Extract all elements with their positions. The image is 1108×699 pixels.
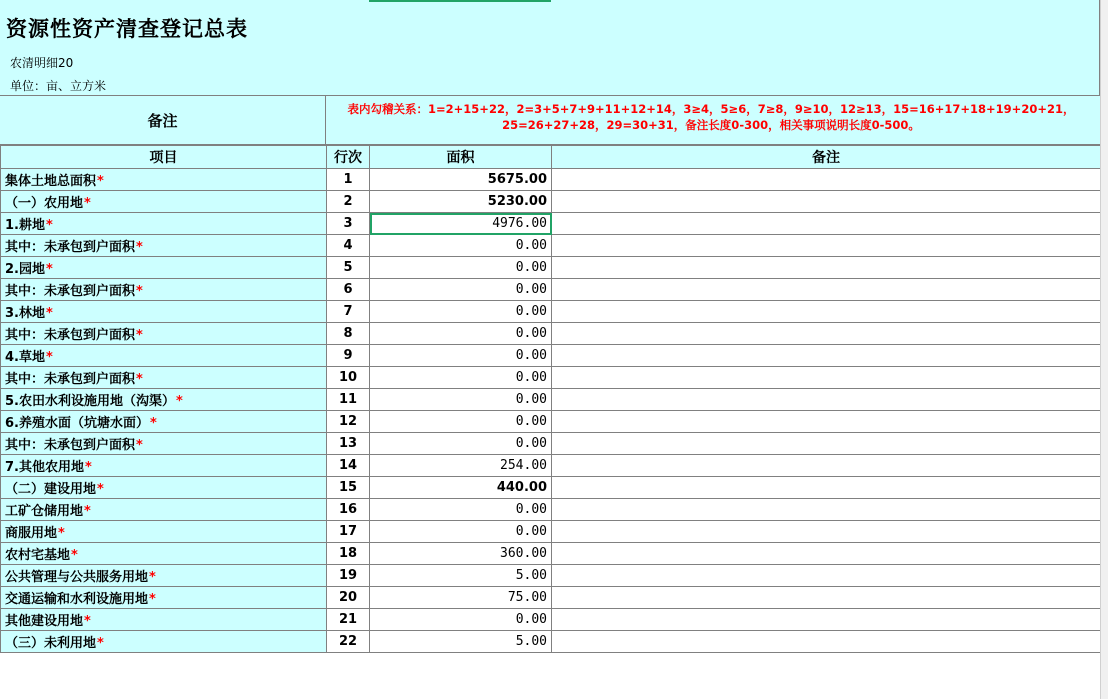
column-header-row	[1, 146, 1101, 169]
column-header-note[interactable]: 备注	[552, 146, 1101, 169]
table-row	[1, 565, 1101, 587]
item-cell[interactable]	[1, 477, 327, 499]
note-cell[interactable]	[552, 323, 1101, 345]
table-row	[1, 433, 1101, 455]
area-cell[interactable]: 360.00	[370, 543, 552, 565]
vertical-scrollbar[interactable]	[1100, 0, 1108, 699]
table-row	[1, 191, 1101, 213]
area-cell[interactable]: 5.00	[370, 631, 552, 653]
table-row	[1, 257, 1101, 279]
item-cell[interactable]	[1, 191, 327, 213]
line-number-cell[interactable]: 17	[327, 521, 370, 543]
note-cell[interactable]	[552, 565, 1101, 587]
item-cell[interactable]	[1, 323, 327, 345]
table-row	[1, 587, 1101, 609]
required-asterisk: *	[97, 636, 104, 651]
area-cell[interactable]: 0.00	[370, 367, 552, 389]
item-cell[interactable]	[1, 301, 327, 323]
table-row	[1, 213, 1101, 235]
required-asterisk: *	[58, 526, 65, 541]
area-cell[interactable]: 0.00	[370, 521, 552, 543]
required-asterisk: *	[71, 548, 78, 563]
line-number-cell[interactable]: 18	[327, 543, 370, 565]
line-number-cell[interactable]: 12	[327, 411, 370, 433]
item-label: 其中：未承包到户面积	[5, 328, 136, 343]
required-asterisk: *	[136, 438, 143, 453]
line-number-cell[interactable]: 2	[327, 191, 370, 213]
item-label: 7.其他农用地	[5, 460, 84, 475]
area-cell[interactable]: 0.00	[370, 389, 552, 411]
remark-row	[0, 96, 1100, 145]
area-cell[interactable]: 0.00	[370, 499, 552, 521]
required-asterisk: *	[84, 614, 91, 629]
table-row	[1, 609, 1101, 631]
line-number-cell[interactable]: 3	[327, 213, 370, 235]
line-number-cell[interactable]: 16	[327, 499, 370, 521]
area-cell[interactable]: 0.00	[370, 323, 552, 345]
asset-table	[0, 145, 1100, 653]
required-asterisk: *	[45, 218, 53, 233]
item-cell[interactable]	[1, 565, 327, 587]
item-label: 2.园地	[5, 262, 45, 277]
area-cell[interactable]: 0.00	[370, 257, 552, 279]
area-cell-selected[interactable]: 4976.00	[370, 213, 552, 235]
item-cell[interactable]	[1, 345, 327, 367]
column-selection-indicator	[369, 0, 551, 2]
note-cell[interactable]	[552, 455, 1101, 477]
table-row	[1, 345, 1101, 367]
line-number-cell[interactable]: 11	[327, 389, 370, 411]
note-cell[interactable]	[552, 213, 1101, 235]
required-asterisk: *	[84, 460, 92, 475]
item-cell[interactable]	[1, 235, 327, 257]
required-asterisk: *	[136, 372, 143, 387]
item-cell[interactable]	[1, 433, 327, 455]
item-label: 5.农田水利设施用地（沟渠）	[5, 394, 175, 409]
note-cell[interactable]	[552, 411, 1101, 433]
required-asterisk: *	[45, 262, 53, 277]
item-cell[interactable]	[1, 213, 327, 235]
table-row	[1, 235, 1101, 257]
area-cell[interactable]: 0.00	[370, 433, 552, 455]
required-asterisk: *	[97, 174, 104, 189]
table-row	[1, 169, 1101, 191]
required-asterisk: *	[149, 416, 157, 431]
required-asterisk: *	[175, 394, 183, 409]
line-number-cell[interactable]: 5	[327, 257, 370, 279]
table-row	[1, 499, 1101, 521]
area-cell[interactable]: 0.00	[370, 279, 552, 301]
table-row	[1, 367, 1101, 389]
note-cell[interactable]	[552, 257, 1101, 279]
sheet-subtitle: 农清明细20	[10, 56, 74, 70]
item-cell[interactable]	[1, 279, 327, 301]
area-cell[interactable]: 0.00	[370, 345, 552, 367]
area-cell[interactable]: 254.00	[370, 455, 552, 477]
item-cell[interactable]	[1, 609, 327, 631]
required-asterisk: *	[97, 482, 104, 497]
note-cell[interactable]	[552, 587, 1101, 609]
column-header-item[interactable]: 项目	[1, 146, 327, 169]
note-cell[interactable]	[552, 191, 1101, 213]
area-cell[interactable]: 0.00	[370, 301, 552, 323]
line-number-cell[interactable]: 6	[327, 279, 370, 301]
note-cell[interactable]	[552, 301, 1101, 323]
item-cell[interactable]	[1, 411, 327, 433]
item-cell[interactable]	[1, 169, 327, 191]
item-label: 交通运输和水利设施用地	[5, 592, 149, 607]
note-cell[interactable]	[552, 433, 1101, 455]
item-cell[interactable]	[1, 521, 327, 543]
note-cell[interactable]	[552, 345, 1101, 367]
note-cell[interactable]	[552, 543, 1101, 565]
line-number-cell[interactable]: 15	[327, 477, 370, 499]
note-cell[interactable]	[552, 609, 1101, 631]
item-label: 商服用地	[5, 526, 58, 541]
item-label: 工矿仓储用地	[5, 504, 84, 519]
item-cell[interactable]	[1, 367, 327, 389]
remark-label: 备注	[0, 96, 326, 144]
item-label: （二）建设用地	[5, 482, 97, 497]
note-cell[interactable]	[552, 169, 1101, 191]
item-label: 农村宅基地	[5, 548, 71, 563]
line-number-cell[interactable]: 10	[327, 367, 370, 389]
item-label: 其中：未承包到户面积	[5, 438, 136, 453]
area-cell[interactable]: 5230.00	[370, 191, 552, 213]
note-cell[interactable]	[552, 389, 1101, 411]
line-number-cell[interactable]: 4	[327, 235, 370, 257]
line-number-cell[interactable]: 13	[327, 433, 370, 455]
area-cell[interactable]: 75.00	[370, 587, 552, 609]
table-row	[1, 521, 1101, 543]
table-row	[1, 411, 1101, 433]
area-cell[interactable]: 0.00	[370, 411, 552, 433]
line-number-cell[interactable]: 8	[327, 323, 370, 345]
required-asterisk: *	[84, 196, 91, 211]
note-cell[interactable]	[552, 279, 1101, 301]
table-row	[1, 301, 1101, 323]
table-row	[1, 323, 1101, 345]
line-number-cell[interactable]: 7	[327, 301, 370, 323]
required-asterisk: *	[136, 240, 143, 255]
line-number-cell[interactable]: 9	[327, 345, 370, 367]
item-label: 其中：未承包到户面积	[5, 372, 136, 387]
item-cell[interactable]	[1, 499, 327, 521]
item-cell[interactable]	[1, 257, 327, 279]
validation-rules-text[interactable]: 表内勾稽关系：1=2+15+22，2=3+5+7+9+11+12+14，3≥4，5≥6，7≥8，9≥10，12≥13，15=16+17+18+19+20+21， 25=26+27+28，29=30+31，备注长度0-300，相关事项说明长度0-500。	[347, 102, 1075, 132]
table-row	[1, 631, 1101, 653]
required-asterisk: *	[45, 350, 53, 365]
item-cell[interactable]	[1, 587, 327, 609]
item-label: 其中：未承包到户面积	[5, 284, 136, 299]
item-label: 3.林地	[5, 306, 45, 321]
table-row	[1, 455, 1101, 477]
required-asterisk: *	[149, 592, 156, 607]
unit-label: 单位：亩、立方米	[10, 79, 107, 93]
column-header-line[interactable]: 行次	[327, 146, 370, 169]
table-row	[1, 279, 1101, 301]
area-cell[interactable]: 440.00	[370, 477, 552, 499]
line-number-cell[interactable]: 20	[327, 587, 370, 609]
area-cell[interactable]: 5.00	[370, 565, 552, 587]
sheet-header	[0, 0, 1100, 96]
required-asterisk: *	[84, 504, 91, 519]
required-asterisk: *	[149, 570, 156, 585]
line-number-cell[interactable]: 21	[327, 609, 370, 631]
item-cell[interactable]	[1, 543, 327, 565]
item-label: （三）未利用地	[5, 636, 97, 651]
note-cell[interactable]	[552, 631, 1101, 653]
item-label: 4.草地	[5, 350, 45, 365]
item-label: 其中：未承包到户面积	[5, 240, 136, 255]
note-cell[interactable]	[552, 367, 1101, 389]
item-cell[interactable]	[1, 631, 327, 653]
sheet-title: 资源性资产清查登记总表	[6, 17, 248, 41]
line-number-cell[interactable]: 19	[327, 565, 370, 587]
note-cell[interactable]	[552, 477, 1101, 499]
item-cell[interactable]	[1, 455, 327, 477]
table-row	[1, 389, 1101, 411]
note-cell[interactable]	[552, 235, 1101, 257]
required-asterisk: *	[45, 306, 53, 321]
item-label: 集体土地总面积	[5, 174, 97, 189]
table-row	[1, 543, 1101, 565]
required-asterisk: *	[136, 284, 143, 299]
column-header-area[interactable]: 面积	[370, 146, 552, 169]
item-label: 其他建设用地	[5, 614, 84, 629]
area-cell[interactable]: 5675.00	[370, 169, 552, 191]
item-label: （一）农用地	[5, 196, 84, 211]
item-label: 公共管理与公共服务用地	[5, 570, 149, 585]
note-cell[interactable]	[552, 521, 1101, 543]
line-number-cell[interactable]: 14	[327, 455, 370, 477]
table-row	[1, 477, 1101, 499]
area-cell[interactable]: 0.00	[370, 609, 552, 631]
line-number-cell[interactable]: 1	[327, 169, 370, 191]
item-cell[interactable]	[1, 389, 327, 411]
note-cell[interactable]	[552, 499, 1101, 521]
area-cell[interactable]: 0.00	[370, 235, 552, 257]
item-label: 6.养殖水面（坑塘水面）	[5, 416, 149, 431]
required-asterisk: *	[136, 328, 143, 343]
line-number-cell[interactable]: 22	[327, 631, 370, 653]
item-label: 1.耕地	[5, 218, 45, 233]
